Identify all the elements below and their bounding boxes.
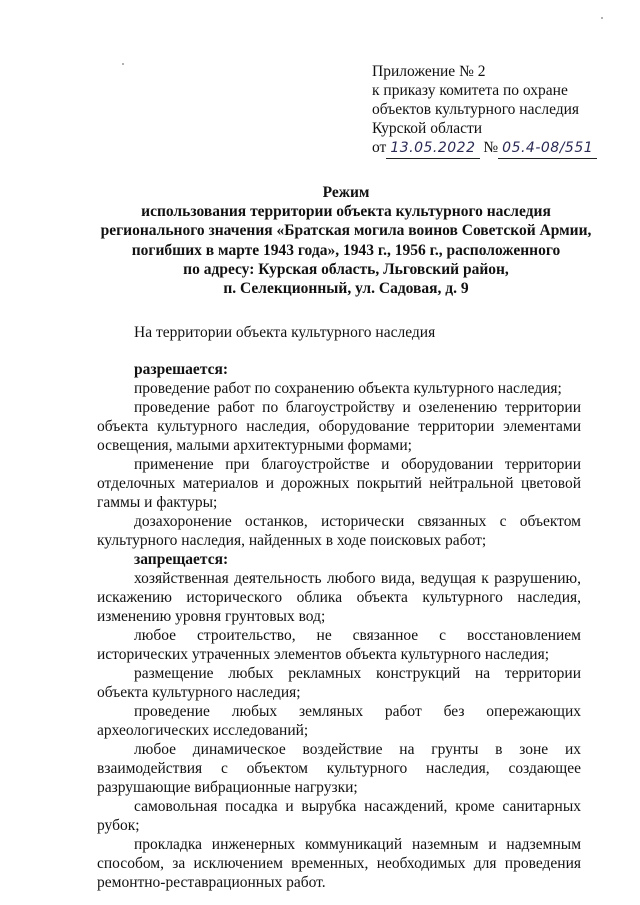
annex-block: [372, 62, 597, 159]
title-line: Режим: [322, 184, 370, 201]
handwritten-number: 05.4-08/551: [498, 139, 597, 159]
title-line: п. Селекционный, ул. Садовая, д. 9: [223, 280, 469, 298]
title-line: регионального значения «Братская могила воинов Советской Армии,: [100, 222, 592, 240]
title-line: погибших в марте 1943 года», 1943 г., 1956 г., расположенного: [131, 241, 561, 259]
number-label: №: [483, 139, 499, 156]
scan-speck: [601, 17, 603, 19]
handwritten-date: 13.05.2022: [386, 139, 479, 159]
forbidden-item: прокладка инженерных коммуникаций наземным и надземным способом, за исключением временных, необходимых для проведения ремонтно-реставрационных работ.: [97, 836, 581, 891]
document-title: [96, 183, 596, 298]
forbidden-item: проведение любых земляных работ без опережающих археологических исследований;: [97, 703, 581, 739]
annex-line: Курской области: [372, 120, 483, 137]
allowed-heading: разрешается:: [134, 361, 229, 378]
title-line: по адресу: Курская область, Льговский район,: [183, 260, 509, 278]
allowed-item: проведение работ по благоустройству и озеленению территории объекта культурного наследия, оборудование территории элементами освещения, малыми архитектурными формами;: [97, 399, 581, 454]
forbidden-heading: запрещается:: [134, 551, 229, 568]
annex-line: к приказу комитета по охране: [372, 82, 568, 99]
allowed-item: применение при благоустройстве и оборудовании территории отделочных материалов и дорожных покрытий нейтральной цветовой гаммы и фактуры;: [97, 456, 581, 511]
annex-date-line: [372, 138, 597, 159]
title-line: использования территории объекта культурного наследия: [141, 203, 551, 221]
forbidden-item: хозяйственная деятельность любого вида, ведущая к разрушению, искажению исторического облика объекта культурного наследия, изменению уровня грунтовых вод;: [97, 570, 581, 625]
allowed-item: дозахоронение останков, исторически связанных с объектом культурного наследия, найденных в ходе поисковых работ;: [97, 513, 581, 549]
document-body: [97, 323, 581, 892]
forbidden-item: любое динамическое воздействие на грунты в зоне их взаимодействия с объектом культурного наследия, создающее разрушающие вибрационные нагрузки;: [97, 741, 581, 796]
from-label: от: [372, 139, 387, 156]
annex-line: объектов культурного наследия: [372, 101, 580, 118]
forbidden-item: самовольная посадка и вырубка насаждений, кроме санитарных рубок;: [97, 798, 581, 834]
annex-line: Приложение № 2: [372, 63, 486, 80]
intro-text: На территории объекта культурного наследия: [134, 324, 436, 341]
allowed-item: проведение работ по сохранению объекта культурного наследия;: [134, 380, 562, 397]
scan-speck: [122, 63, 124, 65]
forbidden-item: любое строительство, не связанное с восстановлением исторических утраченных элементов объекта культурного наследия;: [97, 627, 581, 663]
forbidden-item: размещение любых рекламных конструкций на территории объекта культурного наследия;: [97, 665, 581, 701]
